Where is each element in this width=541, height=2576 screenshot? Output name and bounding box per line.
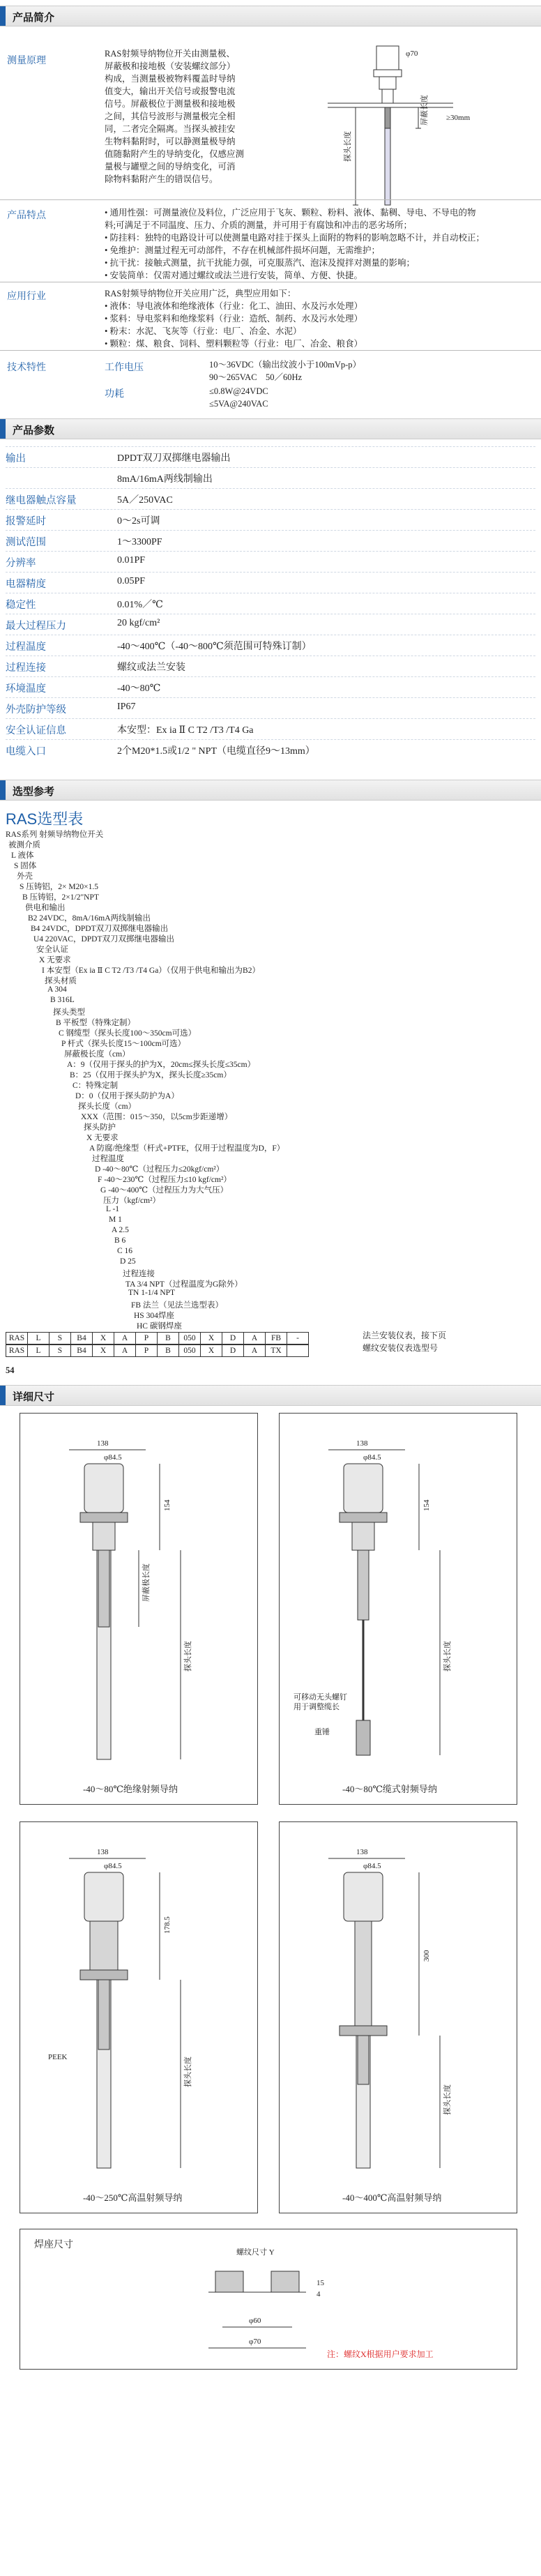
principle-line-10: 除物料黏附产生的错误信号。	[105, 174, 218, 184]
selection-tree-line: A：9（仅用于探头的护为X，20cm≤探头长度≤35cm）	[67, 1061, 256, 1069]
svg-text:φ84.5: φ84.5	[104, 1862, 122, 1870]
voltage-label: 工作电压	[105, 363, 144, 373]
industry-label: 应用行业	[7, 291, 46, 302]
drawing-panel-2	[279, 1413, 517, 1805]
svg-text:可移动无头螺钉: 可移动无头螺钉	[294, 1693, 347, 1702]
param-row	[6, 676, 535, 698]
param-row	[6, 656, 535, 677]
param-row	[6, 467, 535, 489]
principle-line-3: 值变大，输出开关信号或报警电流	[105, 86, 236, 96]
insulated-probe-drawing	[20, 1414, 257, 1776]
selection-tree-line: 过程连接	[123, 1270, 155, 1278]
param-value: 0.01PF	[117, 555, 146, 566]
caption-2: -40～80℃缆式射频导纳	[342, 1784, 437, 1794]
section-header-dimensions: 详细尺寸	[0, 1385, 541, 1406]
code-cell: -	[287, 1333, 309, 1344]
voltage-value-1: 10～36VDC（输出纹波小于100mVp-p）	[209, 360, 362, 370]
selection-tree-line: X 无要求	[39, 956, 71, 964]
industry-line-4: • 颗粒：煤、粮食、饲料、塑料颗粒等（行业：电厂、冶金、粮食）	[105, 339, 363, 349]
caption-4: -40～400℃高温射频导纳	[342, 2192, 442, 2203]
section-header-selection: 选型参考	[0, 780, 541, 801]
selection-tree-line: 外壳	[17, 872, 33, 881]
drawing-panel-3	[20, 1821, 258, 2213]
param-key: 环境温度	[6, 683, 46, 695]
code-cell: D	[222, 1333, 244, 1344]
industry-line-3: • 粉末：水泥、飞灰等（行业：电厂、冶金、水泥）	[105, 326, 302, 336]
selection-tree-line: M 1	[109, 1215, 122, 1224]
weld-seat-panel	[20, 2229, 517, 2370]
param-key: 稳定性	[6, 600, 36, 611]
code-note-2: 螺纹安装仪表选型号	[363, 1343, 439, 1353]
code-cell: TX	[266, 1345, 287, 1357]
selection-tree-line: 探头类型	[53, 1008, 85, 1017]
param-value: 8mA/16mA两线制输出	[117, 474, 213, 485]
features-text	[105, 206, 537, 282]
selection-tree-line: 被测介质	[8, 841, 40, 849]
svg-text:15: 15	[317, 2279, 324, 2287]
power-label: 功耗	[105, 389, 124, 400]
principle-line-8: 值随黏附产生的导纳变化，仅感应测	[105, 149, 245, 159]
param-row	[6, 635, 535, 656]
svg-text:φ60: φ60	[249, 2317, 261, 2325]
code-cell: D	[222, 1345, 244, 1357]
industry-line-0: RAS射频导纳物位开关应用广泛，典型应用如下：	[105, 289, 296, 298]
param-key: 输出	[6, 453, 26, 464]
selection-tree-line: 压力（kgf/cm²）	[103, 1197, 161, 1205]
param-value: IP67	[117, 702, 136, 712]
selection-tree-line: B：25（仅用于探头护为X，探头长度≥35cm）	[70, 1071, 231, 1079]
weld-title: 焊座尺寸	[34, 2240, 73, 2250]
param-key: 过程连接	[6, 662, 46, 674]
svg-text:PEEK: PEEK	[48, 2053, 68, 2061]
principle-line-2: 构成，当测量极被物料覆盖时导纳	[105, 74, 236, 84]
selection-tree-line: 屏蔽极长度（cm）	[64, 1050, 130, 1059]
code-cell: RAS	[6, 1345, 28, 1357]
svg-text:300: 300	[422, 1950, 431, 1962]
page-number: 54	[6, 1365, 15, 1375]
caption-1: -40～80℃绝缘射频导纳	[83, 1784, 178, 1794]
param-value: 2个M20*1.5或1/2 " NPT（电缆直径9～13mm）	[117, 746, 315, 757]
param-key: 安全认证信息	[6, 725, 66, 736]
selection-tree-line: TN 1-1/4 NPT	[128, 1289, 176, 1297]
svg-text:探头长度: 探头长度	[443, 1641, 452, 1672]
code-cell: RAS	[6, 1333, 28, 1344]
features-label: 产品特点	[7, 211, 46, 221]
section-header-intro: 产品简介	[0, 6, 541, 26]
selection-tree-line: A 防腐/绝缘型（杆式+PTFE，仅用于过程温度为D，F）	[89, 1144, 285, 1153]
tech-label: 技术特性	[7, 363, 46, 373]
code-cell: A	[244, 1333, 266, 1344]
svg-text:138: 138	[97, 1848, 109, 1856]
code-cell: 050	[179, 1333, 201, 1344]
code-cell: X	[93, 1345, 114, 1357]
selection-tree-line: RAS系列 射频导纳物位开关	[6, 831, 104, 839]
code-cell: P	[136, 1345, 158, 1357]
code-cell: B	[158, 1333, 179, 1344]
selection-tree-line: 探头防护	[84, 1123, 116, 1132]
svg-text:4: 4	[317, 2290, 321, 2298]
selection-tree-line: 探头材质	[45, 977, 77, 985]
code-cell: B	[158, 1345, 179, 1357]
principle-label: 测量原理	[7, 56, 46, 66]
selection-tree-line: G -40～400℃（过程压力为大气压）	[100, 1186, 229, 1195]
svg-text:φ84.5: φ84.5	[363, 1862, 381, 1870]
selection-tree-line: D：0（仅用于探头防护为A）	[75, 1092, 179, 1100]
weld-seat-drawing	[160, 2243, 369, 2362]
svg-text:重锤: 重锤	[314, 1728, 330, 1736]
param-row	[6, 718, 535, 740]
param-key: 继电器触点容量	[6, 495, 77, 506]
param-row	[6, 572, 535, 593]
selection-tree-line: X 无要求	[86, 1134, 119, 1142]
svg-text:φ70: φ70	[249, 2338, 261, 2346]
code-cell: L	[28, 1333, 49, 1344]
principle-line-5: 之间，其信号波形与测量极完全相	[105, 112, 236, 121]
principle-line-6: 同，二者完全隔离。当探头被挂安	[105, 124, 236, 134]
code-cell: P	[136, 1333, 158, 1344]
param-row	[6, 530, 535, 552]
svg-text:用于调整缆长: 用于调整缆长	[294, 1703, 340, 1711]
shield-length-label: 屏蔽长度	[420, 95, 429, 126]
param-key: 分辨率	[6, 558, 36, 569]
code-cell: B4	[71, 1345, 93, 1357]
code-cell: A	[114, 1345, 136, 1357]
principle-line-0: RAS射频导纳物位开关由测量极、	[105, 49, 235, 59]
code-note-1: 法兰安装仪表，接下页	[363, 1331, 447, 1340]
selection-tree-line: C 钢缆型（探头长度100～350cm可选）	[59, 1029, 197, 1038]
param-key: 过程温度	[6, 642, 46, 653]
code-cell: X	[201, 1345, 222, 1357]
param-row	[6, 488, 535, 510]
code-row-1	[6, 1332, 309, 1344]
selection-tree-line: I 本安型（Ex ia Ⅱ C T2 /T3 /T4 Ga）（仅用于供电和输出为B2）	[42, 967, 260, 975]
svg-text:154: 154	[163, 1499, 172, 1511]
selection-tree-line: S 压铸铝，2× M20×1.5	[20, 883, 98, 891]
high-temp-250-drawing	[20, 1822, 257, 2185]
code-cell: S	[49, 1333, 71, 1344]
selection-tree-line: B 316L	[50, 996, 75, 1004]
probe-length-label: 探头长度	[344, 131, 352, 162]
svg-text:138: 138	[356, 1848, 368, 1856]
svg-text:屏蔽极长度: 屏蔽极长度	[142, 1563, 151, 1602]
selection-tree-line: HS 304焊座	[134, 1312, 174, 1320]
selection-tree-line: D 25	[120, 1257, 136, 1266]
param-value: -40～400℃（-40～800℃须范围可特殊订制）	[117, 642, 312, 652]
svg-text:φ84.5: φ84.5	[363, 1453, 381, 1462]
param-value: DPDT双刀双掷继电器输出	[117, 453, 231, 464]
feature-line-5: • 安装简单：仅需对通过螺纹或法兰进行安装，简单、方便、快捷。	[105, 271, 363, 280]
code-cell	[287, 1345, 309, 1357]
probe-outline-drawing	[307, 43, 537, 221]
weld-note: 注：螺纹X根据用户要求加工	[327, 2349, 434, 2359]
svg-text:探头长度: 探头长度	[184, 2056, 192, 2087]
code-cell: A	[114, 1333, 136, 1344]
power-value-1: ≤0.8W@24VDC	[209, 386, 268, 396]
param-row	[6, 697, 535, 719]
param-value: -40～80℃	[117, 683, 161, 694]
param-row	[6, 614, 535, 635]
industry-line-2: • 浆料：导电浆料和绝缘浆料（行业：造纸、制药、水及污水处理）	[105, 314, 363, 324]
feature-line-3: • 免维护：测量过程无可动部件，不存在机械部件损坏问题，无需维护；	[105, 245, 381, 255]
industry-line-1: • 液体：导电液体和绝缘液体（行业：化工、油田、水及污水处理）	[105, 301, 363, 311]
selection-tree-line: TA 3/4 NPT（过程温度为G除外）	[125, 1280, 243, 1289]
svg-text:178.5: 178.5	[163, 1916, 172, 1934]
svg-text:螺纹尺寸 Y: 螺纹尺寸 Y	[236, 2248, 275, 2257]
svg-text:138: 138	[356, 1439, 368, 1448]
code-cell: L	[28, 1345, 49, 1357]
code-cell: A	[244, 1345, 266, 1357]
param-value: 1～3300PF	[117, 537, 162, 547]
selection-tree-line: B2 24VDC，8mA/16mA两线制输出	[28, 914, 151, 923]
drawing-panel-4	[279, 1821, 517, 2213]
selection-tree-line: 过程温度	[92, 1155, 124, 1163]
svg-text:φ84.5: φ84.5	[104, 1453, 122, 1462]
selection-tree-line: B 平板型（特殊定制）	[56, 1019, 136, 1027]
selection-tree-line: 探头长度（cm）	[78, 1103, 137, 1111]
param-row	[6, 739, 535, 761]
svg-text:154: 154	[422, 1499, 431, 1511]
param-key: 报警延时	[6, 516, 46, 527]
principle-line-7: 生物料黏附时，可以静测量极导纳	[105, 137, 236, 146]
selection-tree-line: B 压铸铝，2×1/2"NPT	[22, 893, 99, 902]
param-value: 5A／250VAC	[117, 495, 173, 506]
svg-text:探头长度: 探头长度	[184, 1641, 192, 1672]
section-header-params: 产品参数	[0, 418, 541, 439]
param-key: 电器精度	[6, 579, 46, 590]
param-row	[6, 446, 535, 468]
code-cell: FB	[266, 1333, 287, 1344]
code-cell: X	[93, 1333, 114, 1344]
selection-tree-line: 安全认证	[36, 946, 68, 954]
param-key: 测试范围	[6, 537, 46, 548]
selection-tree-line: P 杆式（探头长度15～100cm可选）	[61, 1040, 186, 1048]
param-value: 本安型：Ex ia Ⅱ C T2 /T3 /T4 Ga	[117, 725, 254, 736]
selection-tree-line: 供电和输出	[25, 904, 66, 912]
params-table	[0, 446, 541, 767]
selection-tree-line: FB 法兰（见法兰选型表）	[131, 1301, 223, 1310]
selection-tree-line: XXX（范围：015～350，以5cm步距递增）	[81, 1113, 233, 1121]
selection-tree-line: D -40～80℃（过程压力≤20kgf/cm²）	[95, 1165, 224, 1174]
feature-line-0: • 通用性强：可测量液位及料位，广泛应用于飞灰、颗粒、粉料、液体、黏稠、导电、不导电的物	[105, 208, 476, 218]
param-key: 最大过程压力	[6, 621, 66, 632]
selection-tree-line: U4 220VAC，DPDT双刀双掷继电器输出	[33, 935, 175, 944]
param-value: 20 kgf/cm²	[117, 618, 160, 628]
mm-label: ≥30mm	[446, 114, 471, 122]
code-cell: B4	[71, 1333, 93, 1344]
selection-tree-line: C 16	[117, 1247, 133, 1255]
param-row	[6, 509, 535, 531]
selection-tree-line: A 2.5	[112, 1226, 129, 1234]
drawing-panel-1	[20, 1413, 258, 1805]
power-value-2: ≤5VA@240VAC	[209, 399, 268, 409]
param-value: 0～2s可调	[117, 516, 160, 526]
ras-table-title: RAS选型表	[6, 810, 84, 828]
selection-tree-line: L -1	[106, 1205, 120, 1213]
selection-tree-line: S 固体	[14, 862, 37, 870]
param-value: 0.05PF	[117, 576, 146, 586]
feature-line-4: • 抗干扰：接触式测量，抗干扰能力强，可克服蒸汽、泡沫及搅拌对测量的影响；	[105, 258, 416, 268]
d70-label: φ70	[406, 50, 418, 58]
param-value: 0.01%／℃	[117, 600, 163, 610]
code-row-2	[6, 1344, 309, 1357]
selection-tree-line: C：特殊定制	[73, 1082, 119, 1090]
cable-probe-drawing	[280, 1414, 517, 1776]
param-key: 电缆入口	[6, 746, 46, 757]
param-key: 外壳防护等级	[6, 704, 66, 715]
param-row	[6, 593, 535, 614]
selection-tree-line: B4 24VDC，DPDT双刀双掷继电器输出	[31, 925, 169, 933]
svg-text:138: 138	[97, 1439, 109, 1448]
voltage-value-2: 90～265VAC 50／60Hz	[209, 372, 303, 382]
principle-line-4: 信号。屏蔽极位于测量极和接地极	[105, 99, 236, 109]
code-cell: 050	[179, 1345, 201, 1357]
param-value: 螺纹或法兰安装	[117, 662, 185, 673]
code-cell: X	[201, 1333, 222, 1344]
svg-text:探头长度: 探头长度	[443, 2084, 452, 2115]
param-row	[6, 551, 535, 573]
principle-line-9: 量极与罐壁之间的导纳变化，可消	[105, 162, 236, 172]
selection-tree-line: HC 碳钢焊座	[137, 1322, 182, 1331]
selection-tree-line: B 6	[114, 1236, 126, 1245]
code-cell: S	[49, 1345, 71, 1357]
high-temp-400-drawing	[280, 1822, 517, 2185]
selection-tree-line: A 304	[47, 985, 67, 994]
caption-3: -40～250℃高温射频导纳	[83, 2192, 183, 2203]
feature-line-1: 料;可满足于不同温度、压力、介质的测量，并可用于有腐蚀和冲击的恶劣场所；	[105, 220, 412, 230]
feature-line-2: • 防挂料：独特的电路设计可以使测量电路对挂于探头上面附的物料的影响忽略不计，并自动校正；	[105, 233, 485, 243]
selection-tree	[6, 828, 535, 1331]
principle-line-1: 屏蔽极和接地极（安装螺纹部分）	[105, 61, 236, 71]
selection-tree-line: F -40～230℃（过程压力≤10 kgf/cm²）	[98, 1176, 231, 1184]
industry-text	[105, 287, 537, 350]
selection-tree-line: L 液体	[11, 851, 34, 860]
